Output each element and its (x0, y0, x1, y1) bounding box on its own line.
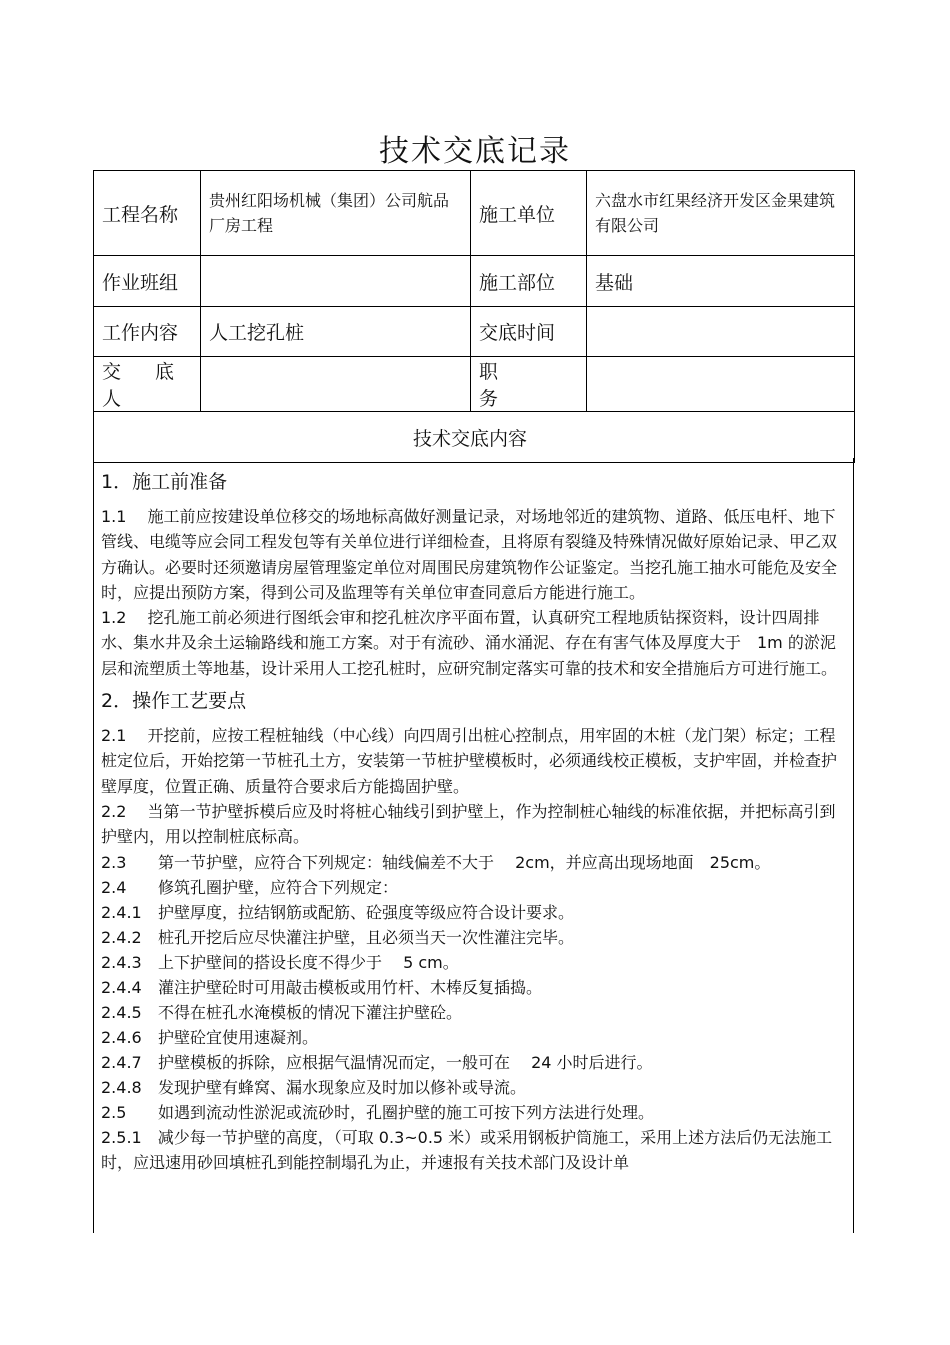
project-name-label: 工程名称 (94, 171, 201, 256)
content-title: 技术交底内容 (94, 412, 855, 463)
team-label: 作业班组 (94, 256, 201, 307)
paragraph-2-1: 2.1 开挖前，应按工程桩轴线（中心线）向四周引出桩心控制点，用牢固的木桩（龙门架）标定；工程桩定位后，开始挖第一节桩孔土方，安装第一节桩护壁模板时，必须通线校正模板，支护牢固，并检查护壁厚度，位置正确、质量符合要求后方能捣固护壁。 (101, 726, 838, 796)
work-label: 工作内容 (94, 307, 201, 357)
list-item: 2.4.4 灌注护壁砼时可用敲击模板或用竹杆、木棒反复插捣。 (101, 977, 543, 997)
section-2-title: 2．操作工艺要点 (101, 690, 247, 713)
paragraph-1-1: 1.1 施工前应按建设单位移交的场地标高做好测量记录，对场地邻近的建筑物、道路、低压电杆、地下管线、电缆等应会同工程发包等有关单位进行详细检查，且将原有裂缝及特殊情况做好原始记录、甲乙双方确认。必要时还须邀请房屋管理鉴定单位对周围民房建筑物作公证鉴定。当挖孔施工抽水可能危及安全时，应提出预防方案，得到公司及监理等有关单位审查同意后方能进行施工。 (101, 507, 838, 602)
list-item: 2.4.7 护壁模板的拆除，应根据气温情况而定，一般可在 24 小时后进行。 (101, 1052, 653, 1072)
time-label: 交底时间 (471, 307, 587, 357)
contractor-label: 施工单位 (471, 171, 587, 256)
header-row (94, 256, 855, 307)
contractor-value: 六盘水市红果经济开发区金果建筑有限公司 (587, 171, 855, 256)
person-label: 交 底 人 (94, 357, 201, 412)
position-label: 职 务 (471, 357, 587, 412)
list-item: 2.4 修筑孔圈护壁，应符合下列规定： (101, 877, 399, 897)
header-table (93, 170, 855, 463)
page-title: 技术交底记录 (379, 134, 571, 169)
header-row (94, 357, 855, 412)
paragraph-2-5-1: 2.5.1 减少每一节护壁的高度，（可取 0.3~0.5 米）或采用钢板护筒施工，采用上述方法后仍无法施工时，应迅速用砂回填桩孔到能控制塌孔为止，并速报有关技术部门及设计单 (101, 1127, 833, 1172)
list-item: 2.4.2 桩孔开挖后应尽快灌注护壁，且必须当天一次性灌注完毕。 (101, 927, 575, 947)
project-name-value: 贵州红阳场机械（集团）公司航品厂房工程 (201, 171, 471, 256)
list-item: 2.5 如遇到流动性淤泥或流砂时，孔圈护壁的施工可按下列方法进行处理。 (101, 1102, 655, 1122)
header-row (94, 171, 855, 256)
location-value: 基础 (587, 256, 855, 307)
list-item: 2.3 第一节护壁，应符合下列规定：轴线偏差不大于 2cm，并应高出现场地面 25cm。 (101, 852, 771, 872)
list-item: 2.4.3 上下护壁间的搭设长度不得少于 5 cm。 (101, 952, 459, 972)
paragraph-2-2: 2.2 当第一节护壁拆模后应及时将桩心轴线引到护壁上，作为控制桩心轴线的标准依据，并把标高引到护壁内，用以控制桩底标高。 (101, 801, 836, 847)
paragraph-1-2: 1.2 挖孔施工前必须进行图纸会审和挖孔桩次序平面布置，认真研究工程地质钻探资料，设计四周排水、集水井及余土运输路线和施工方案。对于有流砂、涌水涌泥、存在有害气体及厚度大于 1m 的淤泥层和流塑质土等地基，设计采用人工挖孔桩时，应研究制定落实可靠的技术和安全措施后方可进行施工。 (101, 608, 838, 678)
person-value (201, 357, 471, 412)
list-item: 2.4.1 护壁厚度，拉结钢筋或配筋、砼强度等级应符合设计要求。 (101, 902, 575, 922)
position-value (587, 357, 855, 412)
team-value (201, 256, 471, 307)
content-title-row (94, 412, 855, 463)
list-item: 2.4.8 发现护壁有蜂窝、漏水现象应及时加以修补或导流。 (101, 1077, 527, 1097)
content-body (93, 458, 854, 1233)
work-value: 人工挖孔桩 (201, 307, 471, 357)
time-value (587, 307, 855, 357)
list-item: 2.4.5 不得在桩孔水淹模板的情况下灌注护壁砼。 (101, 1002, 463, 1022)
list-item: 2.4.6 护壁砼宜使用速凝剂。 (101, 1027, 319, 1047)
header-row (94, 307, 855, 357)
section-1-title: 1．施工前准备 (101, 471, 228, 493)
location-label: 施工部位 (471, 256, 587, 307)
